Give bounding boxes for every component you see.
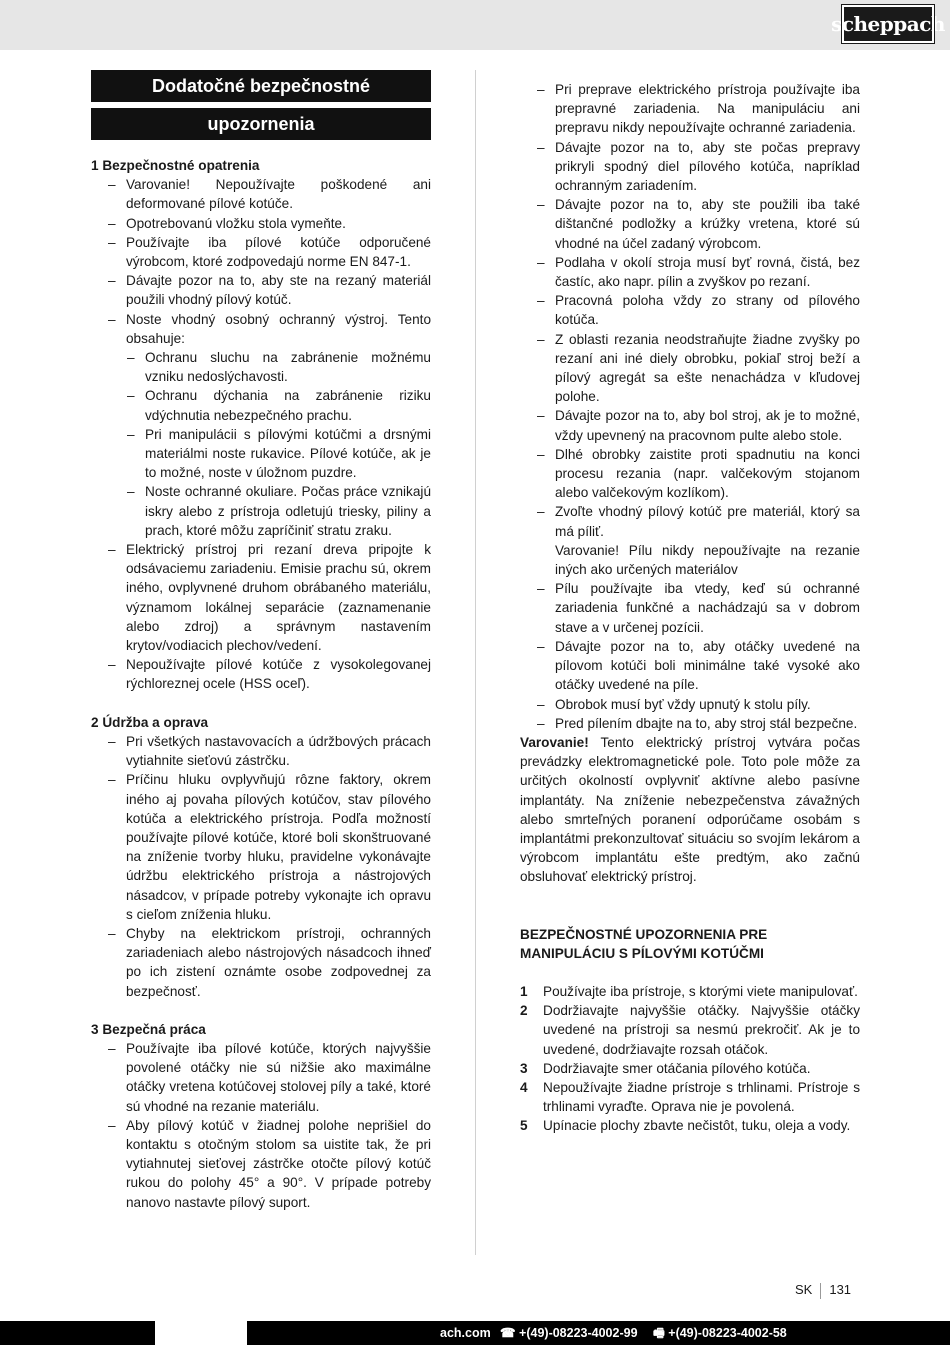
fax-text: 🖷 +(49)-08223-4002-58	[653, 1326, 787, 1340]
list-item: – Varovanie! Nepoužívajte poškodené ani deformované pílové kotúče.	[108, 177, 431, 212]
sub-list-item: – Ochranu sluchu na zabránenie možnému vzniku nedoslýchavosti.	[127, 350, 431, 385]
list-item: – Príčinu hluku ovplyvňujú rôzne faktory, okrem iného aj povaha pílových kotúčov, stav pílového kotúča a elektrického prístroja. Podľa možností používajte pílové kotúče, ktoré boli skonštruované na zníženie tvorby hluku, pravidelne vykonávajte údržbu elektrického prístroja a nástrojových násadcov, v prípade potreby vykonajte ich opravu s cieľom zníženia hluku.	[108, 772, 431, 922]
emf-warning-paragraph: Varovanie! Tento elektrický prístroj vytvára počas prevádzky elektromagnetické pole. Toto pole môže za určitých okolností ovplyvniť aktívne alebo pasívne implantáty. Na zníženie nebezpečenstva závažných alebo smrteľných poranení odporúčame osobám s implantátmi prekonzultovať situáciu so svojím lekárom a výrobcom implantátu ešte predtým, ako začnú obsluhovať elektrický prístroj.	[520, 734, 860, 885]
header-bar	[0, 0, 950, 50]
list-item: – Pri všetkých nastavovacích a údržbových prácach vytiahnite sieťovú zástrčku.	[108, 733, 431, 769]
column-divider	[475, 70, 476, 1255]
list-item: – Opotrebovanú vložku stola vymeňte.	[108, 215, 346, 231]
list-item: – Dávajte pozor na to, aby ste na rezaný materiál použili vhodný pílový kotúč.	[108, 273, 431, 308]
left-column	[91, 70, 431, 1212]
sub-list-item: – Pri manipulácii s pílovými kotúčmi a drsnými materiálmi noste rukavice. Pílové kotúče, ak je to možné, noste v úložnom puzdre.	[127, 426, 431, 481]
list-item: – Dávajte pozor na to, aby bol stroj, ak je to možné, vždy upevnený na pracovnom pulte alebo stole.	[537, 408, 860, 443]
footer-gap	[155, 1321, 247, 1345]
page-number-value: 131	[829, 1282, 852, 1297]
numbered-item: 5 Upínacie plochy zbavte nečistôt, tuku, oleja a vody.	[520, 1118, 851, 1134]
list-item: – Chyby na elektrickom prístroji, ochranných zariadeniach alebo nástrojových násadcoch ihneď po ich zistení oznámte osobe zodpovednej za bezpečnosť.	[108, 925, 431, 999]
list-item: – Obrobok musí byť vždy upnutý k stolu píly.	[537, 696, 811, 712]
title-line-1: Dodatočné bezpečnostné	[91, 70, 431, 102]
list-item: – Pred pílením dbajte na to, aby stroj stál bezpečne.	[537, 715, 858, 731]
phone-text: ☎ +(49)-08223-4002-99	[500, 1326, 638, 1340]
list-item-continuation: Varovanie! Pílu nikdy nepoužívajte na rezanie iných ako určených materiálov	[555, 542, 860, 578]
section-heading-safety-measures: 1 Bezpečnostné opatrenia	[91, 158, 260, 173]
right-column	[520, 80, 860, 1136]
section-heading-safe-work: 3 Bezpečná práca	[91, 1021, 206, 1037]
list-item: – Pri preprave elektrického prístroja používajte iba prepravné zariadenia. Na manipuláciu ani prepravu nikdy nepoužívajte ochranné zariadenia.	[537, 82, 860, 136]
list-item: – Aby pílový kotúč v žiadnej polohe neprišiel do kontaktu s otočným stolom sa uistite tak, že pri vytiahnutej sieťovej zástrčke otočte pílový kotúč rukou do polohy 45° a 90°. V prípade potreby nanovo nastavte pílový suport.	[108, 1117, 431, 1210]
title-line-2: upozornenia	[91, 108, 431, 140]
page-number	[795, 1282, 851, 1299]
sub-list-item: – Noste ochranné okuliare. Počas práce vznikajú iskry alebo z prístroja odletujú triesky, piliny a prach, ktoré môžu zapríčiniť stratu zraku.	[127, 484, 431, 538]
numbered-item: 1 Používajte iba prístroje, s ktorými viete manipulovať.	[520, 983, 858, 999]
list-item: – Z oblasti rezania neodstraňujte žiadne zvyšky po rezaní ani iné diely obrobku, pokiaľ stroj beží a pílový agregát sa ešte nenachádza v kľudovej polohe.	[537, 331, 860, 405]
footer-bar	[0, 1321, 950, 1345]
page-separator	[820, 1283, 821, 1299]
list-item: – Používajte iba pílové kotúče, ktorých najvyššie povolené otáčky nie sú nižšie ako maximálne otáčky vretena kotúčovej stolovej píly a také, ktoré sú vhodné na rezanie materiálu.	[108, 1040, 431, 1114]
list-item: – Dávajte pozor na to, aby ste použili iba také dištančné podložky a krúžky vretena, ktoré sú vhodné na účel zadaný výrobcom.	[537, 197, 860, 251]
list-item: – Dávajte pozor na to, aby ste počas prepravy prikryli spodný diel pílového kotúča, napríklad ochranným zariadením.	[537, 139, 860, 194]
sub-list-item: – Ochranu dýchania na zabránenie riziku vdýchnutia nebezpečného prachu.	[127, 388, 431, 423]
list-item: – Dlhé obrobky zaistite proti spadnutiu na konci procesu rezania (napr. valčekovým stojanom alebo valčekovým kozlíkom).	[537, 446, 860, 501]
list-item: – Pracovná poloha vždy zo strany od pílového kotúča.	[537, 293, 860, 328]
list-item: – Elektrický prístroj pri rezaní dreva pripojte k odsávaciemu zariadeniu. Emisie prachu sú, okrem iného, ovplyvnené druhom obrábaného materiálu, významom lokálnej separácie (zaznamenanie alebo zdroj) a správnym nastavením krytov/vodiacich plechov/vedení.	[108, 542, 431, 654]
list-item: – Zvoľte vhodný pílový kotúč pre materiál, ktorý sa má píliť.	[537, 504, 860, 539]
numbered-item: 4 Nepoužívajte žiadne prístroje s trhlinami. Prístroje s trhlinami vyraďte. Oprava nie je povolená.	[520, 1079, 860, 1115]
list-item: – Dávajte pozor na to, aby otáčky uvedené na pílovom kotúči boli minimálne také vysoké ako otáčky uvedené na píle.	[537, 638, 860, 693]
blade-safety-heading: BEZPEČNOSTNÉ UPOZORNENIA PRE MANIPULÁCIU S PÍLOVÝMI KOTÚČMI	[520, 926, 768, 961]
list-item: – Pílu používajte iba vtedy, keď sú ochranné zariadenia funkčné a nachádzajú sa v dobrom stave a v určenej pozícii.	[537, 581, 860, 635]
numbered-item: 3 Dodržiavajte smer otáčania pílového kotúča.	[520, 1060, 811, 1076]
section-heading-maintenance: 2 Údržba a oprava	[91, 714, 209, 730]
numbered-item: 2 Dodržiavajte najvyššie otáčky. Najvyššie otáčky uvedené na prístroji sa nesmú prekročiť. Ak je to uvedené, dodržiavajte rozsah otáčok.	[520, 1003, 860, 1057]
list-item: – Podlaha v okolí stroja musí byť rovná, čistá, bez častíc, ako napr. pílin a zvyškov po rezaní.	[537, 254, 860, 290]
warning-label: Varovanie!	[520, 734, 589, 750]
list-item: – Noste vhodný osobný ochranný výstroj. Tento obsahuje:	[108, 311, 431, 346]
brand-logo: scheppach	[842, 5, 934, 43]
list-item: – Nepoužívajte pílové kotúče z vysokolegovanej rýchloreznej ocele (HSS oceľ).	[108, 657, 431, 692]
language-code: SK	[795, 1282, 813, 1297]
website-text: ach.com	[440, 1326, 491, 1340]
list-item: – Používajte iba pílové kotúče odporučené výrobcom, ktoré zodpovedajú norme EN 847-1.	[108, 234, 431, 270]
